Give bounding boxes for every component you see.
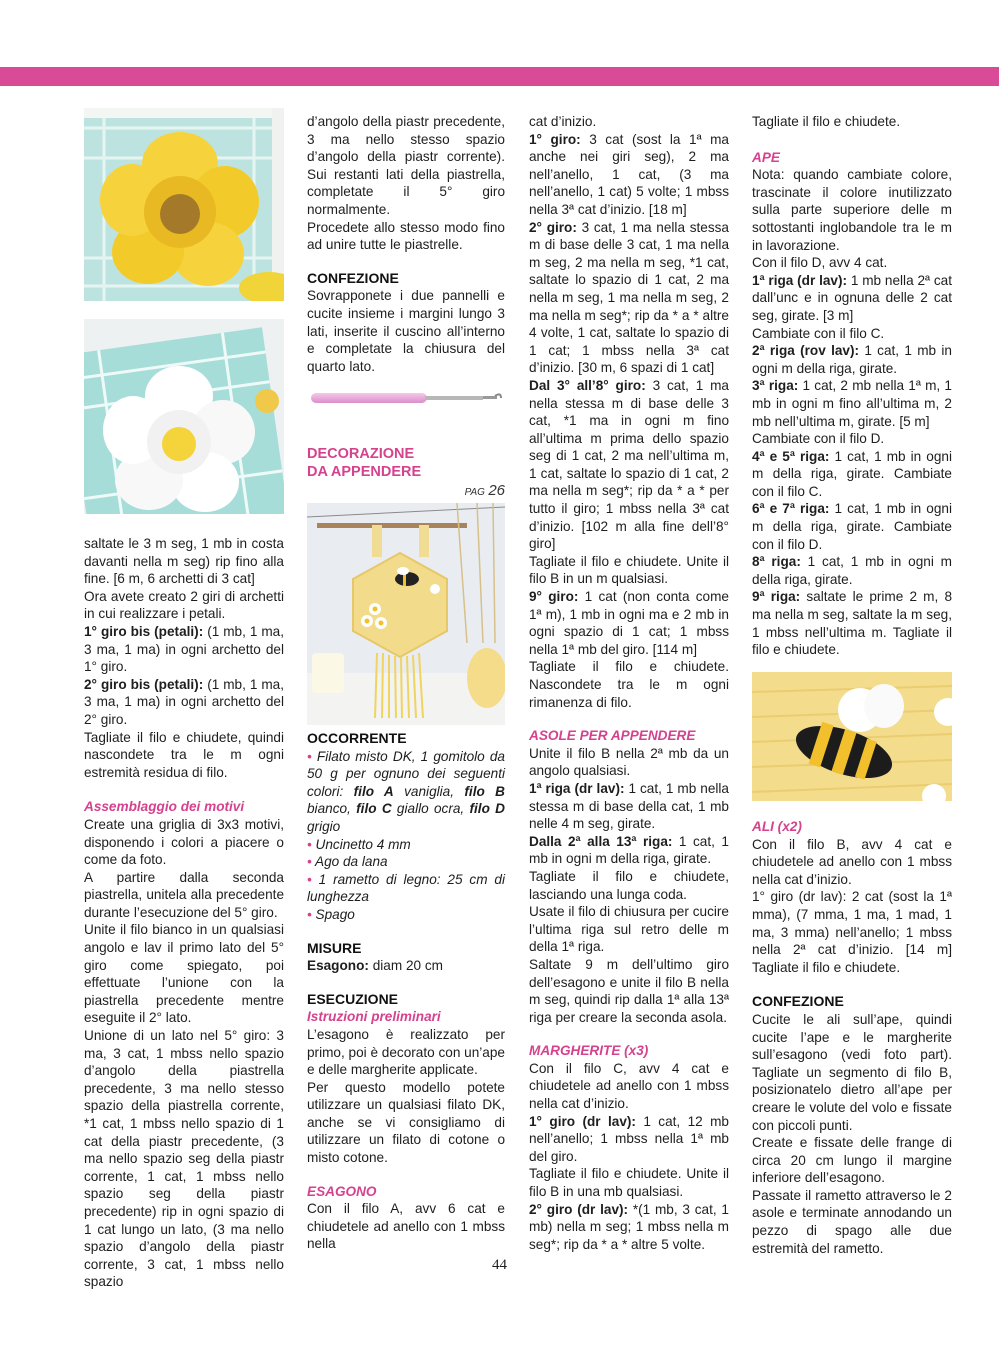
step-label: 2° giro (dr lav): [529, 1201, 629, 1217]
step-label: 2ª riga (rov lav): [752, 343, 860, 359]
paragraph: Saltate 9 m dell’ultimo giro dell’esagono e unite il filo B nella m seg, quindi rip dalla 1ª alla 13ª riga per creare la seconda asola. [529, 956, 729, 1025]
paragraph: A partire dalla seconda piastrella, unitela alla precedente durante l’esecuzione del 5° giro. [84, 869, 284, 920]
step-label: 4ª e 5ª riga: [752, 448, 830, 464]
step-text: 3 cat, 1 ma nella stessa m di base delle 3 cat, *1 ma in ogni m fino all’ultima m prima dello spazio seg di 1 cat, 2 ma nell’ultima m, 1 cat, saltate lo spazio di 1 cat, 2 ma nella m seg*; rip da * a * per tutto il giro; 1 mbss nella 3ª cat d’inizio. [102 m alla fine dell’8° giro] [529, 377, 729, 552]
paragraph: Tagliate il filo e chiudete. [752, 114, 901, 129]
paragraph: 1° giro (dr lav): 2 cat (sost la 1ª mma), (7 mma, 1 ma, 1 mad, 1 ma, 3 mma) nell’anello; 1 mbss nella 2ª cat d’inizio. [14 m] Tagliate il filo e chiudete. [752, 889, 952, 975]
supply-text: Uncinetto 4 mm [315, 836, 411, 852]
supply-item [307, 871, 505, 906]
supply-text: bianco, [307, 801, 357, 817]
step-label: 1° giro bis (petali): [84, 623, 204, 639]
column-1 [84, 535, 284, 1291]
column-2 [307, 113, 505, 375]
step-label: 1° giro: [529, 131, 581, 147]
section-heading: ESECUZIONE [307, 990, 399, 1007]
supply-text: grigio [307, 818, 341, 834]
paragraph: Nota: quando cambiate colore, trascinate il colore inutilizzato sulla parte superiore delle m sottostanti inglobandole tra le m in lavorazione. [752, 167, 952, 253]
paragraph [752, 500, 952, 553]
paragraph: Con il filo A, avv 6 cat e chiudetele ad anello con 1 mbss nella [307, 1201, 505, 1252]
paragraph [752, 588, 952, 658]
paragraph [752, 448, 952, 501]
paragraph: L’esagono è realizzato per primo, poi è decorato con un’ape e delle margherite applicate. [307, 1026, 505, 1078]
step-label: Esagono: [307, 958, 369, 974]
step-text: 1 cat, 1 mb nella stessa m di base della cat, 1 mb nelle 4 m seg, girate. [529, 780, 729, 832]
paragraph: Create e fissate delle frange di circa 20 cm lungo il margine inferiore dell’esagono. [752, 1135, 952, 1186]
step-label: 6ª e 7ª riga: [752, 501, 830, 517]
supply-text: vaniglia, [393, 783, 465, 799]
step-text: 1 cat, 1 mb in ogni m della riga, girate. [752, 554, 952, 587]
step-text: 1 cat, 1 mb in ogni m della riga, girate. Cambiate con il filo C. [752, 448, 953, 499]
paragraph: Unite il filo bianco in un qualsiasi angolo e lav il primo lato del 5° giro come spiegato, poi effettuate l’unione con la piastrella precedente mentre eseguite il 2° lato. [84, 922, 284, 1026]
paragraph: Cambiate con il filo D. [752, 431, 885, 447]
step-text: diam 20 cm [368, 958, 443, 974]
white-flower-photo [84, 319, 284, 514]
supply-item [307, 853, 505, 871]
step-label: 9ª riga: [752, 589, 801, 605]
step-text: 1 mb nella 2ª cat dall’unc e in ognuna delle 2 cat seg, girate. [3 m] [752, 272, 952, 323]
step-label: 1ª riga (dr lav): [752, 272, 848, 288]
bullet-icon: • [307, 906, 316, 922]
paragraph [752, 342, 952, 377]
paragraph [84, 623, 284, 676]
section-heading: MARGHERITE (x3) [529, 1043, 649, 1059]
crochet-hook-photo [307, 384, 505, 414]
supply-text: Ago da lana [315, 854, 388, 870]
step-label: Dal 3° all’8° giro: [529, 377, 646, 393]
step-label: 3ª riga: [752, 378, 799, 394]
yellow-flower-photo [84, 108, 284, 301]
paragraph: Unione di un lato nel 5° giro: 3 ma, 3 cat, 1 mbss nello spazio d’angolo della piastrella precedente, 3 ma nello stesso spazio della piastrella corrente, *1 cat, 1 mbss nello spazio di 1 cat della piastr precedente, (3 ma nello spazio seg della piastr corrente, 1 cat, 1 mbss nello spazio seg della piastr precedente) rip in ogni spazio di 1 cat lungo un lato, (3 ma nello spazio d’angolo della piastr corrente, 3 cat, 1 mbss nello spazio [84, 1028, 284, 1290]
step-text: 1 cat (non conta come 1ª m), 1 mb in ogni ma e 2 mb in ogni spazio di 1 cat; 1 mbss nella 1ª mb del giro. [114 m] [529, 589, 729, 657]
column-3 [529, 113, 729, 1253]
step-text: *(1 mb, 3 cat, 1 mb) nella m seg; 1 mbss nella m seg*; rip da * a * altre 5 volte. [529, 1201, 729, 1252]
paragraph [529, 131, 729, 219]
bullet-icon: • [307, 836, 316, 852]
paragraph: Cucite le ali sull’ape, quindi cucite l’ape e le margherite sull’esagono (vedi foto part). Tagliate un segmento di filo B, posizionatelo dietro all’ape per creare le volute del volo e fissate con piccoli punti. [752, 1011, 952, 1133]
paragraph: Sovrapponete i due pannelli e cucite insieme i margini lungo 3 lati, inserite il cuscino all’interno e completate la chiusura del quarto lato. [307, 288, 505, 374]
paragraph: Ora avete creato 2 giri di archetti in cui realizzare i petali. [84, 588, 284, 622]
supply-text: Spago [315, 906, 355, 922]
paragraph: Passate il rametto attraverso le 2 asole e terminate annodando un pezzo di spago alle due estremità del rametto. [752, 1187, 952, 1256]
section-heading: DECORAZIONE [307, 446, 415, 462]
step-label: 1° giro (dr lav): [529, 1113, 636, 1129]
bee-detail-photo [752, 672, 952, 801]
section-heading: ALI (x2) [752, 819, 802, 834]
paragraph: Unite il filo B nella 2ª mb da un angolo qualsiasi. [529, 745, 729, 779]
section-heading: APE [752, 149, 780, 165]
step-text: 1 cat, 12 mb nell’anello; 1 mbss nella 1ª mb del giro. [529, 1113, 729, 1164]
paragraph [529, 588, 729, 658]
supply-text: 1 rametto di legno: 25 cm di lunghezza [307, 871, 505, 905]
yarn-label: filo A [353, 783, 394, 799]
yarn-label: filo C [356, 801, 392, 817]
paragraph [529, 1113, 729, 1166]
paragraph [84, 676, 284, 729]
paragraph: Con il filo B, avv 4 cat e chiudetele ad anello con 1 mbss nella cat d’inizio. [752, 836, 952, 887]
paragraph [529, 833, 729, 868]
step-label: 9° giro: [529, 589, 579, 605]
section-heading: DA APPENDERE [307, 463, 422, 480]
paragraph: Per questo modello potete utilizzare un qualsiasi filato DK, anche se vi consigliamo di utilizzare un filato di cotone o misto cotone. [307, 1079, 505, 1166]
paragraph: Con il filo C, avv 4 cat e chiudetele ad anello con 1 mbss nella cat d’inizio. [529, 1060, 729, 1112]
page-reference [440, 482, 505, 499]
supply-text: Filato misto DK, 1 gomitolo da 50 g per ognuno dei seguenti colori: [307, 748, 505, 799]
column-2-lower [307, 730, 505, 1253]
section-heading: MISURE [307, 939, 362, 956]
step-text: (1 mb, 1 ma, 3 ma, 1 ma) in ogni archetto del 1° giro. [84, 623, 285, 675]
page-ref-label: PAG [464, 487, 485, 498]
top-color-bar [0, 67, 999, 86]
page-ref-number: 26 [488, 482, 505, 499]
paragraph [752, 377, 952, 430]
paragraph: Tagliate il filo e chiudete, quindi nascondete tra le m ogni estremità residua di filo. [84, 729, 284, 780]
supply-text: giallo ocra, [391, 801, 470, 817]
section-heading: ESAGONO [307, 1183, 377, 1199]
paragraph [307, 957, 505, 975]
bullet-icon: • [307, 854, 316, 870]
bullet-icon: • [307, 871, 319, 887]
step-label: 2° giro: [529, 219, 577, 235]
sub-heading: Istruzioni preliminari [307, 1009, 441, 1025]
paragraph [529, 1201, 729, 1254]
step-text: 1 cat, 1 mb in ogni m della riga, girate. [752, 343, 952, 376]
paragraph [752, 272, 952, 325]
paragraph: Tagliate il filo e chiudete. Unite il filo B in una mb qualsiasi. [529, 1166, 729, 1200]
step-text: 1 cat, 2 mb nella 1ª m, 1 mb in ogni m fino all’ultima m, 2 mb nell’ultima m, girate. [5 m] [752, 378, 952, 429]
page-number: 44 [492, 1257, 507, 1273]
supply-item [307, 748, 505, 836]
step-text: 1 cat, 1 mb in ogni m della riga, girate. Cambiate con il filo D. [752, 501, 953, 552]
step-label: Dalla 2ª alla 13ª riga: [529, 833, 673, 849]
paragraph [529, 219, 729, 377]
paragraph: cat d’inizio. [529, 114, 597, 129]
paragraph: Usate il filo di chiusura per cucire l’ultima riga sul retro delle m della 1ª riga. [529, 904, 729, 955]
section-heading: CONFEZIONE [307, 269, 399, 286]
column-4-lower [752, 818, 952, 1257]
paragraph: Tagliate il filo e chiudete. Nascondete tra le m ogni rimanenza di filo. [529, 659, 729, 710]
paragraph [529, 377, 729, 553]
step-label: 2° giro bis (petali): [84, 676, 204, 692]
paragraph [752, 553, 952, 588]
paragraph: Procedete allo stesso modo fino ad unire tutte le piastrelle. [307, 219, 505, 253]
section-heading: CONFEZIONE [752, 993, 844, 1010]
paragraph: saltate le 3 m seg, 1 mb in costa davanti nella m seg) rip fino alla fine. [6 m, 6 archetti di 3 cat] [84, 536, 284, 587]
supply-item [307, 836, 505, 854]
step-text: 1 cat, 1 mb in ogni m della riga, girate. [529, 833, 729, 867]
column-4 [752, 113, 952, 659]
paragraph: Tagliate il filo e chiudete. Unite il filo B in un m qualsiasi. [529, 553, 729, 587]
deco-heading-block [307, 446, 505, 481]
paragraph [529, 780, 729, 833]
yarn-label: filo B [464, 783, 505, 799]
paragraph: d’angolo della piastr precedente, 3 ma nello stesso spazio d’angolo della piastr corrente). Sui restanti lati della piastrella, completate il 5° giro normalmente. [307, 114, 505, 217]
supply-item [307, 906, 505, 924]
step-text: (1 mb, 1 ma, 3 ma, 1 ma) in ogni archetto del 2° giro. [84, 676, 285, 727]
hanging-hexagon-photo [307, 503, 505, 725]
step-text: saltate le prime 2 m, 8 ma nella m seg, saltate la m seg, 1 mbss nell’ultima m. Tagliate il filo e chiudete. [752, 589, 952, 658]
yarn-label: filo D [469, 801, 505, 817]
paragraph: Tagliate il filo e chiudete, lasciando una lunga coda. [529, 868, 729, 902]
paragraph: Create una griglia di 3x3 motivi, disponendo i colori a piacere o come da foto. [84, 816, 284, 868]
bullet-icon: • [307, 748, 317, 764]
step-text: 3 cat, 1 ma nella stessa m di base delle 3 cat, 1 ma nella m seg, 2 ma nella m seg, *1 cat, saltate lo spazio di 1 cat, 2 ma nella m seg, 1 ma nella m seg, 2 ma nella m seg*; rip da * a * altre 4 volte, 1 cat, saltate lo spazio di 1 cat; 1 mbss nella 3ª cat d’inizio. [30 m, 6 spazi di 1 cat] [529, 219, 729, 376]
step-label: 1ª riga (dr lav): [529, 780, 625, 796]
paragraph: Con il filo D, avv 4 cat. [752, 255, 888, 271]
section-heading: OCCORRENTE [307, 730, 407, 746]
step-label: 8ª riga: [752, 554, 801, 570]
section-heading: ASOLE PER APPENDERE [529, 728, 696, 744]
paragraph: Cambiate con il filo C. [752, 325, 885, 341]
step-text: 3 cat (sost la 1ª ma anche nei giri seg), 2 ma nell’anello, 1 cat, (3 ma nell’anello, 1 cat) 5 volte; 1 mbss nella 3ª cat d’inizio. [18 m] [529, 131, 729, 217]
section-heading: Assemblaggio dei motivi [84, 799, 245, 815]
